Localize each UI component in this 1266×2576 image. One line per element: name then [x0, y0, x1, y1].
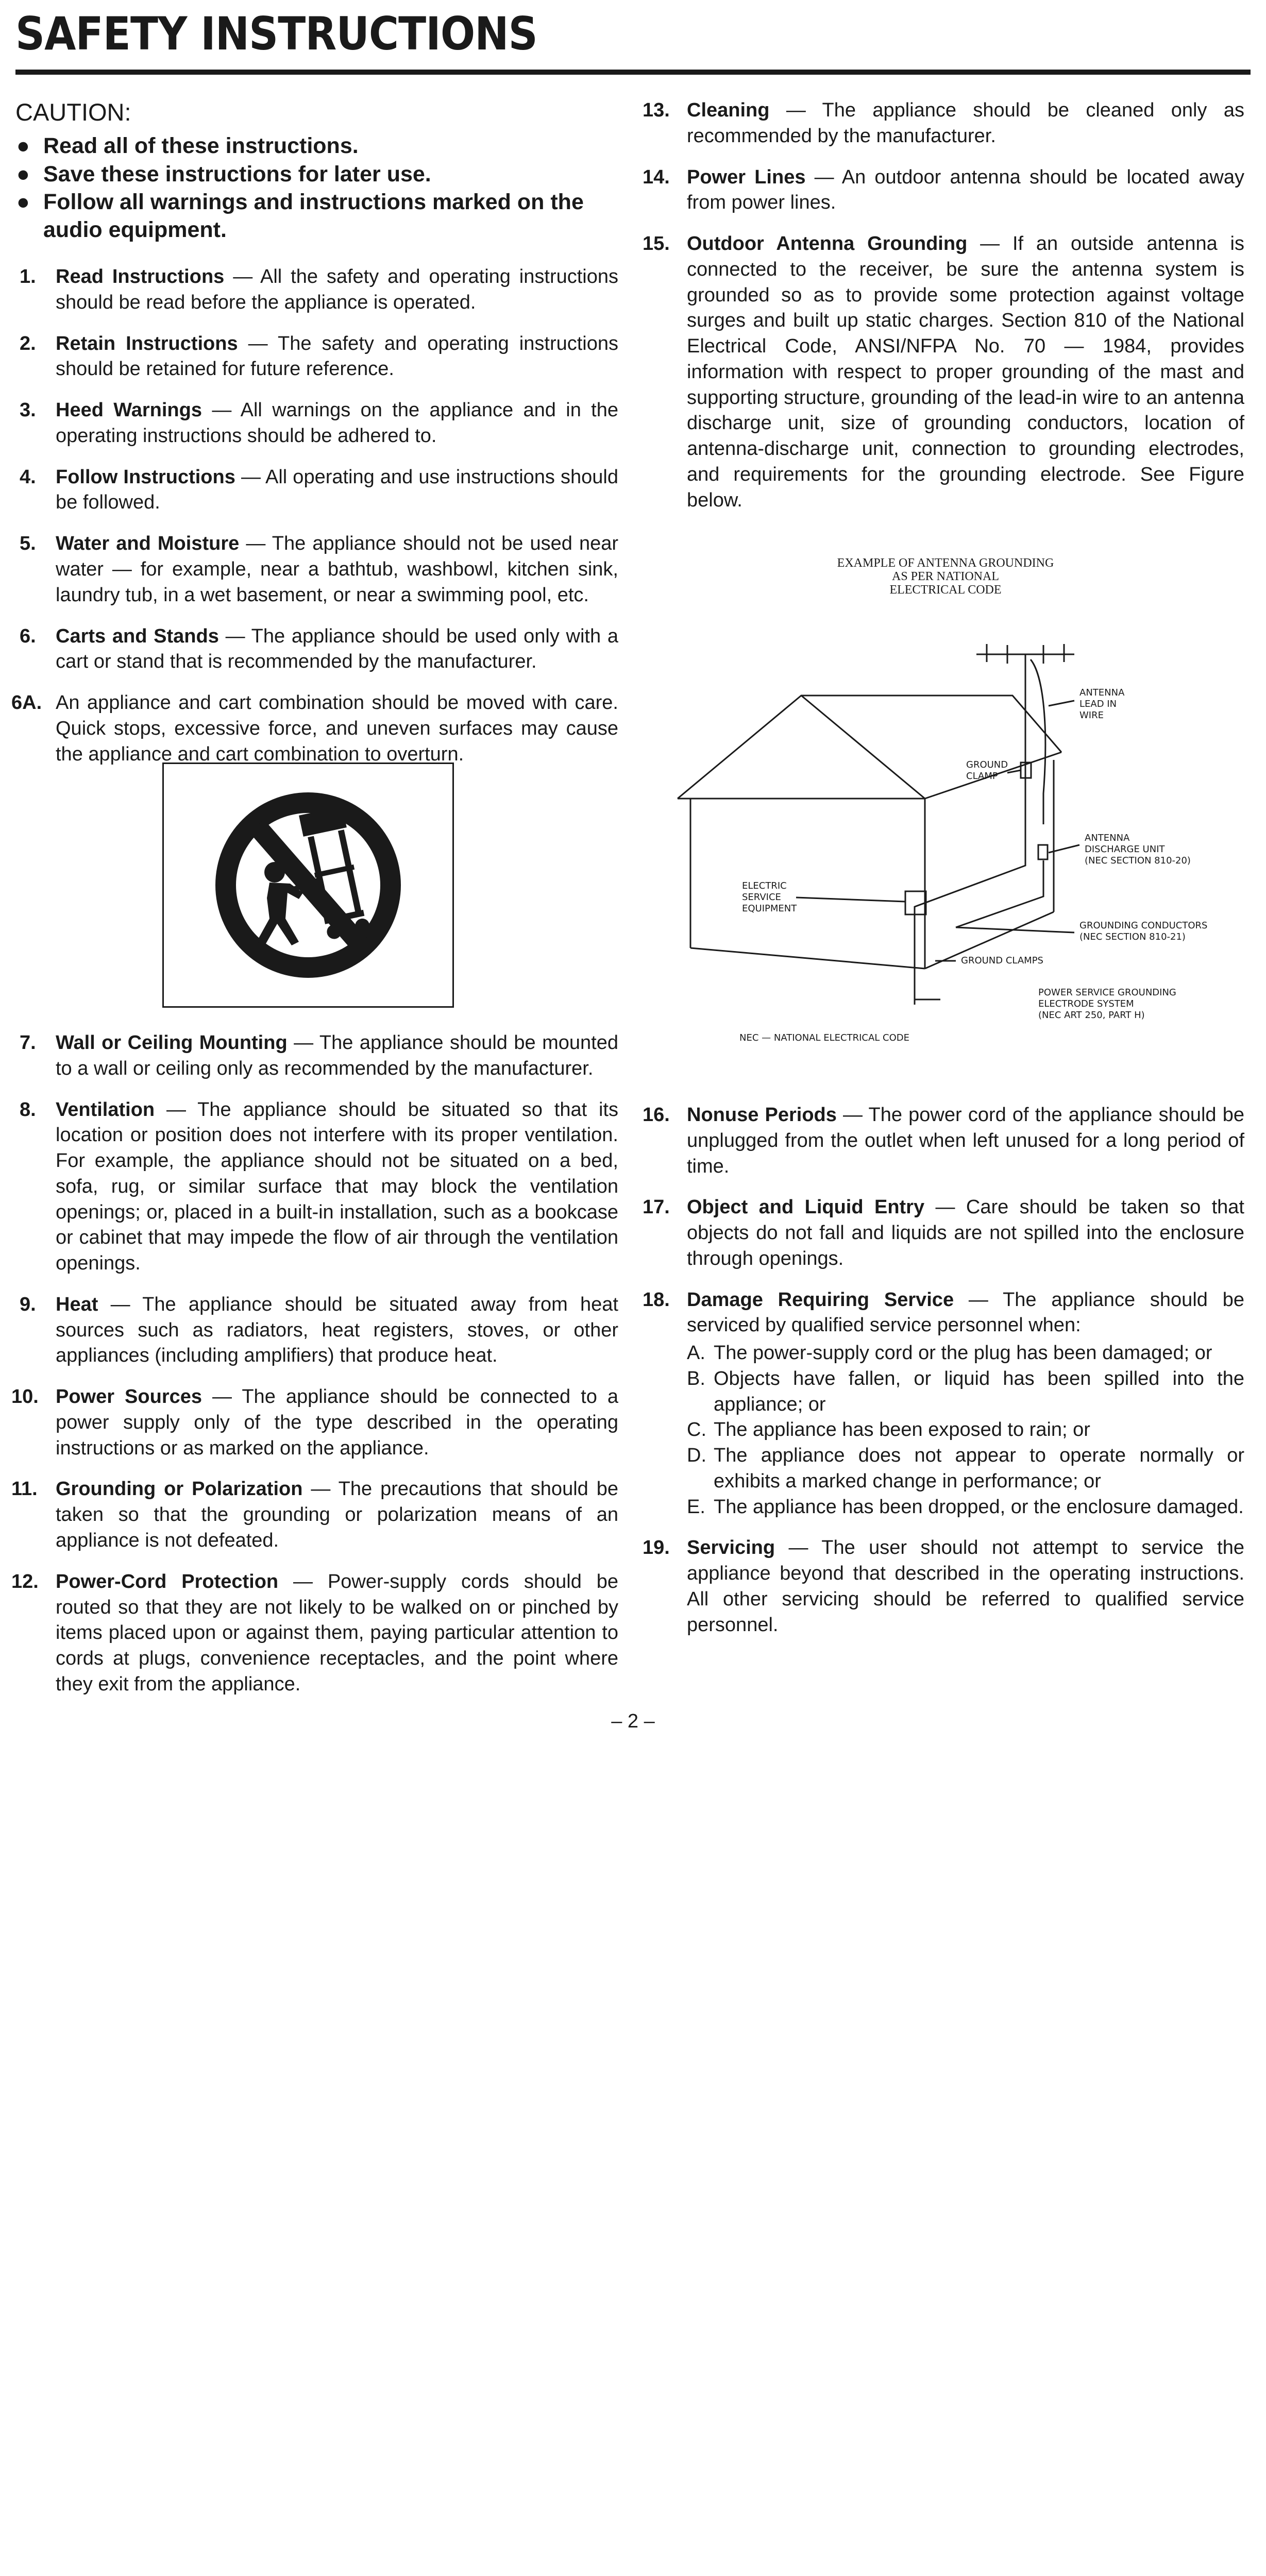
- instruction-item-9: 9. Heat — The appliance should be situated away from heat sources such as radiators, heat registers, stoves, or other appliances (including amplifiers) that produce heat.: [20, 1293, 618, 1367]
- svg-text:POWER SERVICE GROUNDING: POWER SERVICE GROUNDING: [1038, 987, 1176, 998]
- svg-text:(NEC SECTION 810-21): (NEC SECTION 810-21): [1079, 931, 1186, 942]
- caution-heading: CAUTION:: [15, 98, 131, 126]
- antenna-grounding-figure: [647, 556, 1244, 1051]
- instruction-item-1: 1. Read Instructions — All the safety and operating instructions should be read before the appliance is operated.: [20, 266, 618, 313]
- instruction-item-8: 8. Ventilation — The appliance should be situated so that its location or position does not interfere with its proper ventilation. For example, the appliance should not be situated on a bed, sofa, rug, or similar surface that may block the ventilation openings; or, placed in a built-in installation, such as a bookcase or cabinet that may impede the flow of air through the ventilation openings.: [20, 1098, 618, 1275]
- caution-bullet: ● Follow all warnings and instructions marked on the audio equipment.: [15, 188, 618, 244]
- cart-tipover-icon: [164, 764, 452, 1006]
- svg-text:ANTENNA: ANTENNA: [1085, 833, 1130, 843]
- bullet-icon: ●: [16, 133, 30, 159]
- svg-text:SERVICE: SERVICE: [742, 892, 781, 903]
- svg-text:(NEC SECTION 810-20): (NEC SECTION 810-20): [1085, 855, 1191, 866]
- svg-text:ELECTRODE SYSTEM: ELECTRODE SYSTEM: [1038, 998, 1134, 1009]
- svg-text:WIRE: WIRE: [1079, 710, 1104, 721]
- svg-text:DISCHARGE UNIT: DISCHARGE UNIT: [1085, 844, 1165, 855]
- instruction-item-7: 7. Wall or Ceiling Mounting — The appliance should be mounted to a wall or ceiling only as recommended by the manufacturer.: [20, 1032, 618, 1079]
- caution-bullet: ● Read all of these instructions.: [15, 132, 618, 160]
- instruction-item-6: 6. Carts and Stands — The appliance should be used only with a cart or stand that is recommended by the manufacturer.: [20, 625, 618, 673]
- instruction-item-3: 3. Heed Warnings — All warnings on the appliance and in the operating instructions should be adhered to.: [20, 399, 619, 447]
- service-condition: D. The appliance does not appear to operate normally or exhibits a marked change in performance; or: [687, 1445, 1244, 1492]
- bullet-icon: ●: [16, 189, 30, 214]
- instruction-item-13: 13. Cleaning — The appliance should be cleaned only as recommended by the manufacturer.: [643, 99, 1244, 147]
- page-title: SAFETY INSTRUCTIONS: [15, 7, 537, 60]
- caution-bullets: [15, 132, 618, 244]
- bullet-icon: ●: [16, 161, 30, 187]
- svg-text:EQUIPMENT: EQUIPMENT: [742, 903, 797, 914]
- instruction-item-4: 4. Follow Instructions — All operating and use instructions should be followed.: [20, 466, 618, 514]
- instruction-item-2: 2. Retain Instructions — The safety and operating instructions should be retained for future reference.: [20, 332, 618, 380]
- instruction-item-16: 16. Nonuse Periods — The power cord of the appliance should be unplugged from the outlet when left unused for a long period of time.: [643, 1104, 1244, 1177]
- instruction-item-19: 19. Servicing — The user should not attempt to service the appliance beyond that described in the operating instructions. All other servicing should be referred to qualified service personnel.: [643, 1537, 1244, 1636]
- instruction-item-5: 5. Water and Moisture — The appliance should not be used near water — for example, near a bathtub, washbowl, kitchen sink, laundry tub, in a wet basement, or near a swimming pool, etc.: [20, 533, 619, 606]
- antenna-grounding-diagram: [647, 556, 1244, 1051]
- svg-text:ELECTRIC: ELECTRIC: [742, 880, 787, 891]
- left-column-lower: [11, 1030, 618, 1713]
- service-condition: B. Objects have fallen, or liquid has been spilled into the appliance; or: [687, 1367, 1244, 1415]
- page-number: – 2 –: [611, 1710, 655, 1732]
- right-column: [643, 98, 1245, 529]
- service-condition: C. The appliance has been exposed to rain; or: [687, 1419, 1090, 1441]
- figure-title-line: AS PER NATIONAL: [891, 570, 1000, 583]
- instruction-item-12: 12. Power-Cord Protection — Power-supply cords should be routed so that they are not likely to be walked on or pinched by items placed upon or against them, paying particular attention to cords at plugs, convenience receptacles, and the point where they exit from the appliance.: [11, 1570, 618, 1695]
- caution-bullet: ● Save these instructions for later use.: [15, 160, 618, 188]
- service-conditions-list: [687, 1341, 1244, 1520]
- svg-text:LEAD IN: LEAD IN: [1079, 699, 1117, 709]
- figure-title-line: EXAMPLE OF ANTENNA GROUNDING: [837, 556, 1054, 570]
- title-rule: [15, 70, 1251, 75]
- svg-text:ANTENNA: ANTENNA: [1079, 687, 1125, 698]
- service-condition: A. The power-supply cord or the plug has been damaged; or: [687, 1342, 1212, 1364]
- svg-text:NEC — NATIONAL ELECTRICAL CODE: NEC — NATIONAL ELECTRICAL CODE: [739, 1032, 909, 1043]
- instruction-item-17: 17. Object and Liquid Entry — Care should be taken so that objects do not fall and liquids are not spilled into the enclosure through openings.: [643, 1196, 1244, 1269]
- svg-text:GROUNDING CONDUCTORS: GROUNDING CONDUCTORS: [1079, 920, 1208, 931]
- cart-warning-image: [162, 762, 454, 1008]
- right-column-lower: [643, 1103, 1244, 1654]
- instruction-item-18: 18. Damage Requiring Service — The appliance should be serviced by qualified service personnel when: A. The power-supply cord or the plug has been damaged; or B. Objects have fallen, or liquid has been spilled into the appliance; or C. The appliance has been exposed to rain; or D. The appliance does not appear to operate normally or exhibits a marked change in performance; or E. The appliance has been dropped, or the enclosure damaged.: [647, 1287, 1244, 1520]
- instruction-item-15: 15. Outdoor Antenna Grounding — If an outside antenna is connected to the receiver, be sure the antenna system is grounded so as to provide some protection against voltage surges and built up static charges. Section 810 of the National Electrical Code, ANSI/NFPA No. 70 — 1984, provides information with respect to proper grounding of the mast and supporting structure, grounding of the lead-in wire to an antenna discharge unit, size of grounding conductors, location of antenna-discharge unit, connection to grounding electrodes, and requirements for the grounding electrode. See Figure below.: [643, 233, 1244, 511]
- left-column: [11, 98, 619, 783]
- svg-text:CLAMP: CLAMP: [966, 771, 998, 782]
- figure-title-line: ELECTRICAL CODE: [889, 583, 1002, 597]
- instruction-item-10: 10. Power Sources — The appliance should be connected to a power supply only of the type described in the operating instructions or as marked on the appliance.: [11, 1386, 618, 1459]
- instruction-item-14: 14. Power Lines — An outdoor antenna should be located away from power lines.: [643, 166, 1245, 214]
- svg-text:GROUND CLAMPS: GROUND CLAMPS: [961, 955, 1043, 966]
- instruction-item-11: 11. Grounding or Polarization — The precautions that should be taken so that the grounding or polarization means of an appliance is not defeated.: [11, 1478, 618, 1552]
- svg-text:GROUND: GROUND: [966, 759, 1008, 770]
- instruction-item-6a: 6A. An appliance and cart combination should be moved with care. Quick stops, excessive force, and uneven surfaces may cause the appliance and cart combination to overturn.: [11, 692, 618, 765]
- svg-text:(NEC ART 250, PART H): (NEC ART 250, PART H): [1038, 1010, 1145, 1021]
- service-condition: E. The appliance has been dropped, or the enclosure damaged.: [687, 1496, 1244, 1518]
